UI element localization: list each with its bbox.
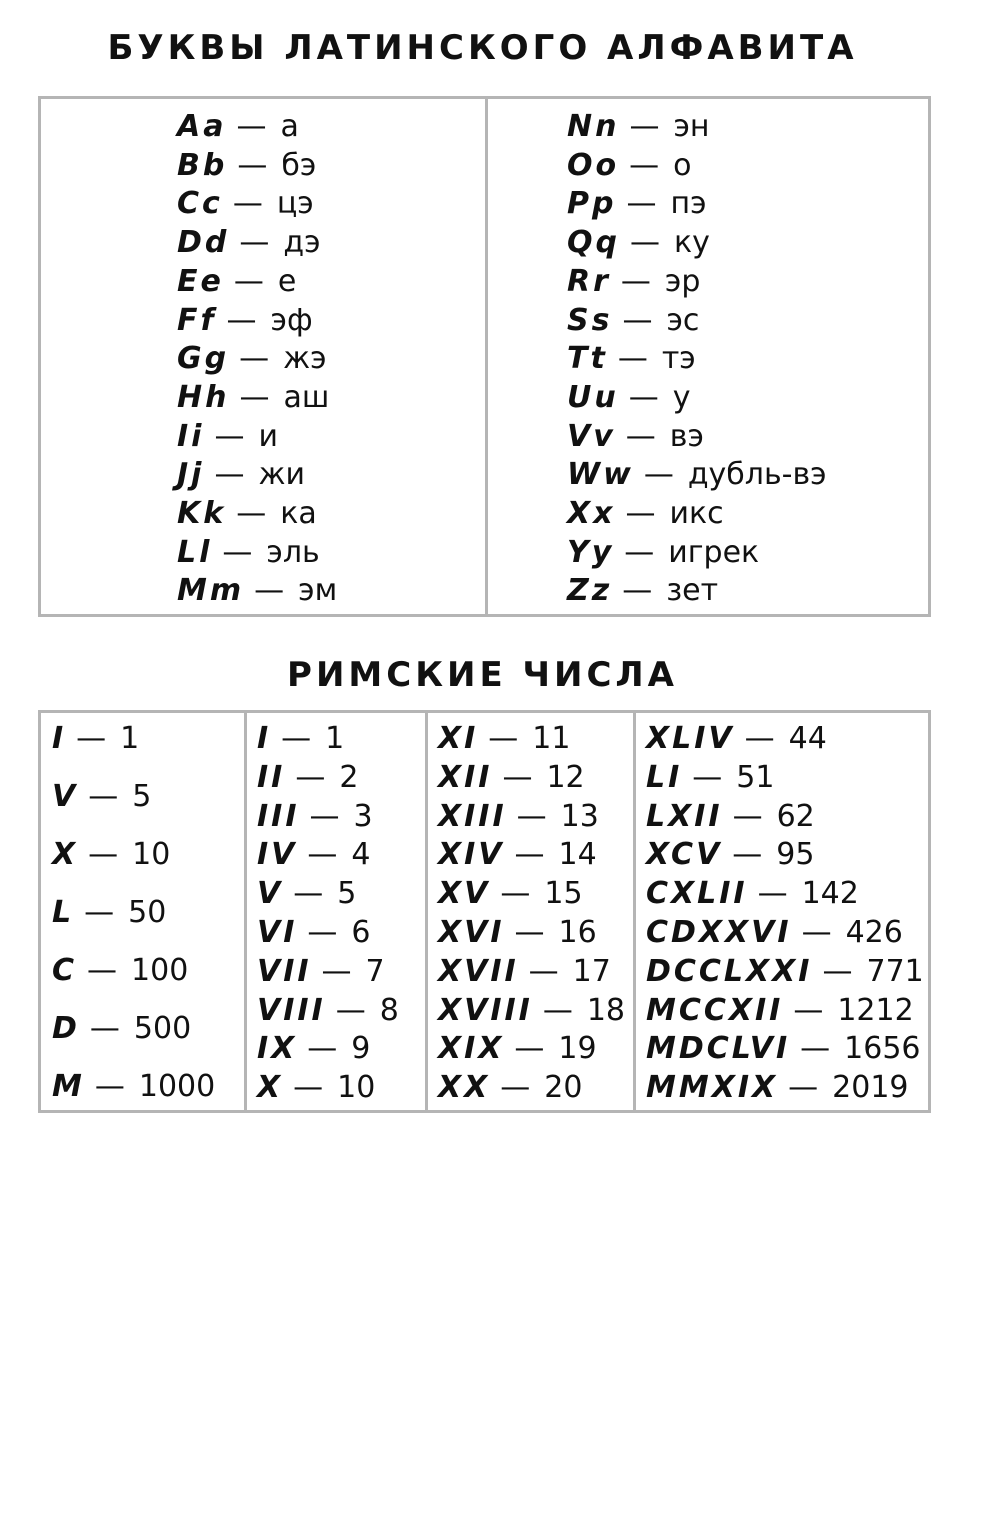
roman-column-divider-2 bbox=[425, 713, 428, 1110]
roman-row-col2 bbox=[257, 759, 358, 797]
roman-row-col3-value: 16 bbox=[558, 915, 597, 950]
roman-row-col1 bbox=[52, 1068, 215, 1106]
alphabet-row-left bbox=[177, 224, 321, 262]
roman-row-col1-symbol: D bbox=[52, 1011, 80, 1046]
roman-row-col2-symbol: III bbox=[257, 798, 300, 834]
alphabet-row-right-value: игрек bbox=[668, 534, 760, 570]
roman-row-col2-symbol: VI bbox=[257, 915, 298, 950]
alphabet-row-left-symbol: Ff bbox=[177, 302, 217, 338]
alphabet-row-left bbox=[177, 147, 316, 185]
alphabet-row-right-dash: — bbox=[624, 534, 655, 570]
roman-row-col4 bbox=[646, 836, 814, 874]
alphabet-row-right-dash: — bbox=[626, 186, 657, 222]
alphabet-row-left-value: ка bbox=[280, 496, 317, 531]
alphabet-row-right bbox=[567, 263, 700, 301]
roman-row-col1-symbol: V bbox=[52, 779, 79, 814]
alphabet-row-right bbox=[567, 379, 690, 417]
roman-row-col1-dash: — bbox=[88, 779, 119, 814]
alphabet-row-left-value: и bbox=[258, 418, 278, 454]
roman-row-col3-symbol: XII bbox=[438, 759, 493, 795]
roman-row-col4-symbol: CXLII bbox=[646, 876, 748, 912]
alphabet-row-left-symbol: Jj bbox=[177, 457, 205, 493]
roman-row-col1-dash: — bbox=[88, 837, 119, 872]
alphabet-row-left bbox=[177, 572, 337, 610]
roman-row-col2-dash: — bbox=[309, 798, 340, 834]
alphabet-row-left-dash: — bbox=[232, 186, 263, 222]
alphabet-row-left bbox=[177, 456, 305, 494]
roman-table bbox=[38, 710, 931, 1113]
alphabet-row-left-value: эм bbox=[298, 573, 338, 609]
roman-row-col2-value: 7 bbox=[365, 953, 385, 989]
roman-row-col4-symbol: XCV bbox=[646, 837, 723, 873]
roman-row-col2-value: 3 bbox=[353, 798, 373, 834]
alphabet-row-right-symbol: Tt bbox=[567, 341, 608, 377]
roman-row-col3 bbox=[438, 798, 599, 836]
roman-row-col4-symbol: XLIV bbox=[646, 721, 735, 756]
roman-row-col4-value: 771 bbox=[866, 953, 924, 989]
roman-row-col3 bbox=[438, 836, 597, 874]
roman-row-col2-value: 8 bbox=[379, 992, 399, 1028]
alphabet-row-left bbox=[177, 379, 329, 417]
roman-column-divider-1 bbox=[244, 713, 247, 1110]
roman-row-col3-dash: — bbox=[500, 1070, 531, 1106]
roman-row-col3-dash: — bbox=[542, 992, 573, 1028]
alphabet-row-right-value: ку bbox=[673, 225, 710, 261]
roman-row-col1-dash: — bbox=[87, 953, 118, 988]
roman-row-col2-dash: — bbox=[295, 759, 326, 795]
alphabet-row-right-symbol: Nn bbox=[567, 109, 620, 144]
roman-row-col1-symbol: M bbox=[52, 1069, 85, 1104]
roman-row-col4-symbol: LI bbox=[646, 759, 683, 795]
roman-row-col2-dash: — bbox=[335, 992, 366, 1028]
alphabet-row-left bbox=[177, 495, 317, 533]
roman-row-col1-symbol: I bbox=[52, 721, 67, 756]
roman-row-col4 bbox=[646, 1030, 921, 1068]
alphabet-row-right bbox=[567, 340, 696, 378]
roman-row-col2-dash: — bbox=[307, 837, 338, 873]
alphabet-row-right-symbol: Vv bbox=[567, 418, 616, 454]
alphabet-row-left-value: бэ bbox=[281, 147, 317, 183]
alphabet-row-left-dash: — bbox=[214, 418, 245, 454]
roman-row-col3-value: 18 bbox=[586, 992, 626, 1028]
alphabet-row-right-value: эс bbox=[666, 302, 700, 338]
alphabet-row-left-dash: — bbox=[236, 496, 267, 531]
roman-row-col3 bbox=[438, 1030, 597, 1068]
roman-row-col2-dash: — bbox=[307, 915, 338, 950]
alphabet-row-right-dash: — bbox=[617, 341, 648, 377]
roman-row-col1-value: 5 bbox=[132, 779, 152, 814]
roman-row-col3-value: 20 bbox=[544, 1070, 583, 1106]
alphabet-row-left-dash: — bbox=[239, 225, 270, 261]
alphabet-row-right-value: о bbox=[673, 147, 692, 183]
roman-row-col4-value: 44 bbox=[788, 721, 827, 756]
roman-row-col2 bbox=[257, 720, 344, 758]
roman-row-col4-dash: — bbox=[800, 1031, 831, 1067]
roman-row-col4 bbox=[646, 798, 815, 836]
roman-row-col2 bbox=[257, 836, 370, 874]
roman-row-col3-symbol: XVII bbox=[438, 953, 519, 989]
alphabet-row-left-dash: — bbox=[254, 573, 285, 609]
roman-row-col2-value: 10 bbox=[337, 1070, 376, 1106]
roman-row-col4-value: 2019 bbox=[832, 1070, 909, 1106]
alphabet-row-right-symbol: Ww bbox=[567, 457, 634, 493]
roman-row-col4 bbox=[646, 720, 827, 758]
roman-title: РИМСКИЕ ЧИСЛА bbox=[287, 655, 678, 695]
roman-row-col4-value: 1212 bbox=[837, 992, 914, 1028]
alphabet-row-right bbox=[567, 495, 724, 533]
roman-row-col2-dash: — bbox=[307, 1031, 338, 1067]
roman-row-col1-symbol: L bbox=[52, 895, 75, 930]
roman-row-col4 bbox=[646, 759, 774, 797]
roman-row-col3-value: 17 bbox=[572, 953, 611, 989]
alphabet-row-right-dash: — bbox=[622, 573, 653, 609]
roman-row-col4-dash: — bbox=[801, 915, 832, 950]
roman-row-col2-value: 1 bbox=[325, 721, 345, 756]
alphabet-row-right-dash: — bbox=[629, 109, 660, 144]
roman-row-col1-value: 1000 bbox=[138, 1069, 216, 1104]
roman-row-col2 bbox=[257, 953, 385, 991]
alphabet-row-left-value: эф bbox=[270, 302, 313, 338]
roman-row-col4-dash: — bbox=[744, 721, 775, 756]
alphabet-row-right-symbol: Qq bbox=[567, 225, 620, 261]
roman-column-divider-3 bbox=[633, 713, 636, 1110]
roman-row-col3-dash: — bbox=[502, 759, 533, 795]
alphabet-row-right-value: дубль-вэ bbox=[687, 457, 827, 493]
alphabet-row-left-value: жи bbox=[258, 457, 305, 493]
alphabet-row-right-value: вэ bbox=[669, 418, 704, 454]
roman-row-col3 bbox=[438, 953, 611, 991]
roman-row-col4-dash: — bbox=[732, 837, 763, 873]
roman-row-col4-symbol: MDCLVI bbox=[646, 1031, 791, 1067]
alphabet-row-right-dash: — bbox=[643, 457, 674, 493]
roman-row-col3-symbol: XV bbox=[438, 876, 491, 912]
alphabet-row-left bbox=[177, 302, 313, 340]
roman-row-col4-value: 95 bbox=[776, 837, 815, 873]
alphabet-row-right-value: икс bbox=[669, 496, 724, 531]
alphabet-row-left-dash: — bbox=[239, 379, 270, 415]
roman-row-col1 bbox=[52, 720, 139, 758]
alphabet-row-left-value: е bbox=[277, 263, 297, 299]
roman-row-col4 bbox=[646, 914, 903, 952]
alphabet-row-left-value: а bbox=[280, 109, 299, 144]
roman-row-col2-symbol: IV bbox=[257, 837, 298, 873]
alphabet-row-left bbox=[177, 108, 299, 146]
roman-row-col1-value: 100 bbox=[131, 953, 189, 988]
alphabet-row-left-symbol: Bb bbox=[177, 147, 228, 183]
roman-row-col1-dash: — bbox=[84, 895, 115, 930]
alphabet-column-divider bbox=[485, 99, 488, 614]
alphabet-row-right-dash: — bbox=[622, 302, 653, 338]
roman-row-col1-symbol: C bbox=[52, 953, 78, 988]
roman-row-col2-symbol: V bbox=[257, 876, 284, 912]
roman-row-col1-dash: — bbox=[94, 1069, 125, 1104]
alphabet-row-left-symbol: Mm bbox=[177, 573, 245, 609]
alphabet-row-left-dash: — bbox=[239, 341, 270, 377]
roman-row-col4-value: 1656 bbox=[844, 1031, 921, 1067]
alphabet-row-right-symbol: Zz bbox=[567, 573, 613, 609]
alphabet-row-right bbox=[567, 572, 718, 610]
alphabet-row-right bbox=[567, 108, 710, 146]
alphabet-row-left bbox=[177, 263, 296, 301]
alphabet-row-right-symbol: Yy bbox=[567, 534, 615, 570]
roman-row-col3-value: 19 bbox=[558, 1031, 597, 1067]
alphabet-row-left-value: аш bbox=[283, 379, 330, 415]
roman-row-col4 bbox=[646, 953, 924, 991]
roman-row-col1 bbox=[52, 836, 170, 874]
alphabet-row-left-dash: — bbox=[236, 109, 267, 144]
alphabet-row-right-value: у bbox=[672, 379, 691, 415]
roman-row-col2 bbox=[257, 992, 399, 1030]
alphabet-row-right-dash: — bbox=[629, 225, 660, 261]
roman-row-col1 bbox=[52, 952, 188, 990]
roman-row-col2-dash: — bbox=[281, 721, 312, 756]
alphabet-row-left-symbol: Kk bbox=[177, 496, 227, 531]
alphabet-row-right-value: зет bbox=[666, 573, 719, 609]
roman-row-col3-dash: — bbox=[516, 798, 547, 834]
alphabet-row-right bbox=[567, 185, 707, 223]
roman-row-col1-dash: — bbox=[76, 721, 107, 756]
roman-row-col4-value: 426 bbox=[845, 915, 903, 950]
alphabet-row-left-value: цэ bbox=[276, 186, 314, 222]
alphabet-row-left-symbol: Ll bbox=[177, 534, 213, 570]
roman-row-col3-symbol: XVIII bbox=[438, 992, 533, 1028]
alphabet-row-right bbox=[567, 224, 710, 262]
roman-row-col3-dash: — bbox=[514, 1031, 545, 1067]
alphabet-row-right bbox=[567, 456, 827, 494]
roman-row-col3 bbox=[438, 759, 585, 797]
roman-row-col3-symbol: XX bbox=[438, 1070, 491, 1106]
roman-row-col4-value: 62 bbox=[776, 798, 815, 834]
roman-row-col3-symbol: XIX bbox=[438, 1031, 505, 1067]
alphabet-row-left-dash: — bbox=[214, 457, 245, 493]
roman-row-col3 bbox=[438, 914, 597, 952]
roman-row-col1 bbox=[52, 778, 151, 816]
roman-row-col4-symbol: MCCXII bbox=[646, 992, 784, 1028]
roman-row-col2 bbox=[257, 1030, 370, 1068]
alphabet-row-right-symbol: Xx bbox=[567, 496, 616, 531]
roman-row-col2-symbol: IX bbox=[257, 1031, 298, 1067]
roman-row-col4 bbox=[646, 875, 859, 913]
alphabet-row-right-symbol: Oo bbox=[567, 147, 620, 183]
alphabet-title: БУКВЫ ЛАТИНСКОГО АЛФАВИТА bbox=[107, 28, 858, 68]
roman-row-col4-dash: — bbox=[822, 953, 853, 989]
roman-row-col2-dash: — bbox=[321, 953, 352, 989]
roman-row-col3-dash: — bbox=[528, 953, 559, 989]
roman-row-col3-symbol: XIV bbox=[438, 837, 505, 873]
roman-row-col4-dash: — bbox=[692, 759, 723, 795]
roman-row-col4-dash: — bbox=[757, 876, 788, 912]
roman-row-col2-dash: — bbox=[293, 1070, 324, 1106]
roman-row-col4-symbol: MMXIX bbox=[646, 1070, 779, 1106]
roman-row-col4 bbox=[646, 1069, 909, 1107]
roman-row-col1-value: 50 bbox=[128, 895, 167, 930]
alphabet-row-right-value: эр bbox=[664, 263, 701, 299]
roman-row-col3 bbox=[438, 875, 583, 913]
alphabet-row-right bbox=[567, 302, 699, 340]
alphabet-row-left-symbol: Hh bbox=[177, 379, 230, 415]
alphabet-row-left-value: дэ bbox=[283, 225, 321, 261]
roman-row-col3-dash: — bbox=[500, 876, 531, 912]
roman-row-col1 bbox=[52, 1010, 191, 1048]
roman-row-col2 bbox=[257, 875, 356, 913]
roman-row-col3-symbol: XI bbox=[438, 721, 479, 756]
alphabet-row-left-symbol: Ee bbox=[177, 263, 224, 299]
alphabet-row-right-dash: — bbox=[625, 418, 656, 454]
roman-row-col2 bbox=[257, 914, 370, 952]
roman-row-col3 bbox=[438, 992, 625, 1030]
roman-row-col1-value: 500 bbox=[133, 1011, 192, 1046]
roman-row-col4 bbox=[646, 992, 914, 1030]
alphabet-row-right-symbol: Rr bbox=[567, 263, 611, 299]
roman-row-col4-dash: — bbox=[793, 992, 824, 1028]
alphabet-row-left-symbol: Dd bbox=[177, 225, 230, 261]
alphabet-row-left-symbol: Ii bbox=[177, 418, 205, 454]
roman-row-col2-value: 5 bbox=[337, 876, 357, 912]
roman-row-col1-value: 1 bbox=[120, 721, 140, 756]
roman-row-col4-value: 51 bbox=[736, 759, 775, 795]
alphabet-row-left-dash: — bbox=[233, 263, 264, 299]
roman-row-col3 bbox=[438, 1069, 582, 1107]
alphabet-row-right-symbol: Ss bbox=[567, 302, 613, 338]
roman-row-col2-symbol: I bbox=[257, 721, 272, 756]
alphabet-row-left-symbol: Gg bbox=[177, 341, 230, 377]
roman-row-col3-value: 11 bbox=[532, 721, 571, 756]
alphabet-row-left bbox=[177, 340, 327, 378]
roman-row-col2-value: 4 bbox=[351, 837, 371, 873]
roman-row-col4-symbol: DCCLXXI bbox=[646, 953, 813, 989]
alphabet-row-right-value: эн bbox=[673, 109, 710, 144]
alphabet-row-left-dash: — bbox=[222, 534, 253, 570]
roman-row-col4-symbol: LXII bbox=[646, 798, 723, 834]
roman-row-col2-value: 6 bbox=[351, 915, 371, 950]
roman-row-col1-symbol: X bbox=[52, 837, 79, 872]
alphabet-row-left-symbol: Aa bbox=[177, 109, 227, 144]
roman-row-col2-dash: — bbox=[293, 876, 324, 912]
alphabet-row-right bbox=[567, 147, 691, 185]
alphabet-table bbox=[38, 96, 931, 617]
roman-row-col4-value: 142 bbox=[801, 876, 859, 912]
alphabet-row-right bbox=[567, 534, 759, 572]
roman-row-col3-value: 13 bbox=[560, 798, 599, 834]
roman-row-col3-value: 14 bbox=[558, 837, 597, 873]
alphabet-row-right-value: пэ bbox=[670, 186, 707, 222]
alphabet-row-right-symbol: Uu bbox=[567, 379, 619, 415]
roman-row-col2-symbol: VIII bbox=[257, 992, 326, 1028]
alphabet-row-right-value: тэ bbox=[661, 341, 696, 377]
roman-row-col1-value: 10 bbox=[132, 837, 171, 872]
roman-row-col3-value: 15 bbox=[544, 876, 583, 912]
alphabet-row-left-dash: — bbox=[237, 147, 268, 183]
roman-row-col3-symbol: XVI bbox=[438, 915, 505, 950]
alphabet-row-left bbox=[177, 534, 320, 572]
roman-row-col2-symbol: II bbox=[257, 759, 286, 795]
alphabet-row-left-value: жэ bbox=[283, 341, 327, 377]
roman-row-col3-dash: — bbox=[514, 837, 545, 873]
roman-row-col3-dash: — bbox=[514, 915, 545, 950]
alphabet-row-left-dash: — bbox=[226, 302, 257, 338]
roman-row-col4-dash: — bbox=[732, 798, 763, 834]
alphabet-row-right-dash: — bbox=[628, 379, 659, 415]
alphabet-row-right-dash: — bbox=[625, 496, 656, 531]
alphabet-row-left bbox=[177, 185, 314, 223]
roman-row-col1-dash: — bbox=[89, 1011, 120, 1046]
roman-row-col2-value: 2 bbox=[339, 759, 359, 795]
alphabet-row-right bbox=[567, 418, 704, 456]
alphabet-row-right-dash: — bbox=[620, 263, 651, 299]
roman-row-col3-dash: — bbox=[488, 721, 519, 756]
alphabet-row-right-symbol: Pp bbox=[567, 186, 617, 222]
alphabet-row-left bbox=[177, 418, 278, 456]
alphabet-row-right-dash: — bbox=[629, 147, 660, 183]
roman-row-col4-symbol: CDXXVI bbox=[646, 915, 792, 950]
roman-row-col3-symbol: XIII bbox=[438, 798, 507, 834]
roman-row-col2 bbox=[257, 1069, 375, 1107]
roman-row-col1 bbox=[52, 894, 166, 932]
roman-row-col2 bbox=[257, 798, 373, 836]
alphabet-row-left-symbol: Cc bbox=[177, 186, 223, 222]
roman-row-col2-symbol: X bbox=[257, 1070, 284, 1106]
roman-row-col3-value: 12 bbox=[546, 759, 585, 795]
roman-row-col2-value: 9 bbox=[351, 1031, 371, 1067]
roman-row-col3 bbox=[438, 720, 570, 758]
alphabet-row-left-value: эль bbox=[266, 534, 320, 570]
roman-row-col2-symbol: VII bbox=[257, 953, 312, 989]
roman-row-col4-dash: — bbox=[788, 1070, 819, 1106]
